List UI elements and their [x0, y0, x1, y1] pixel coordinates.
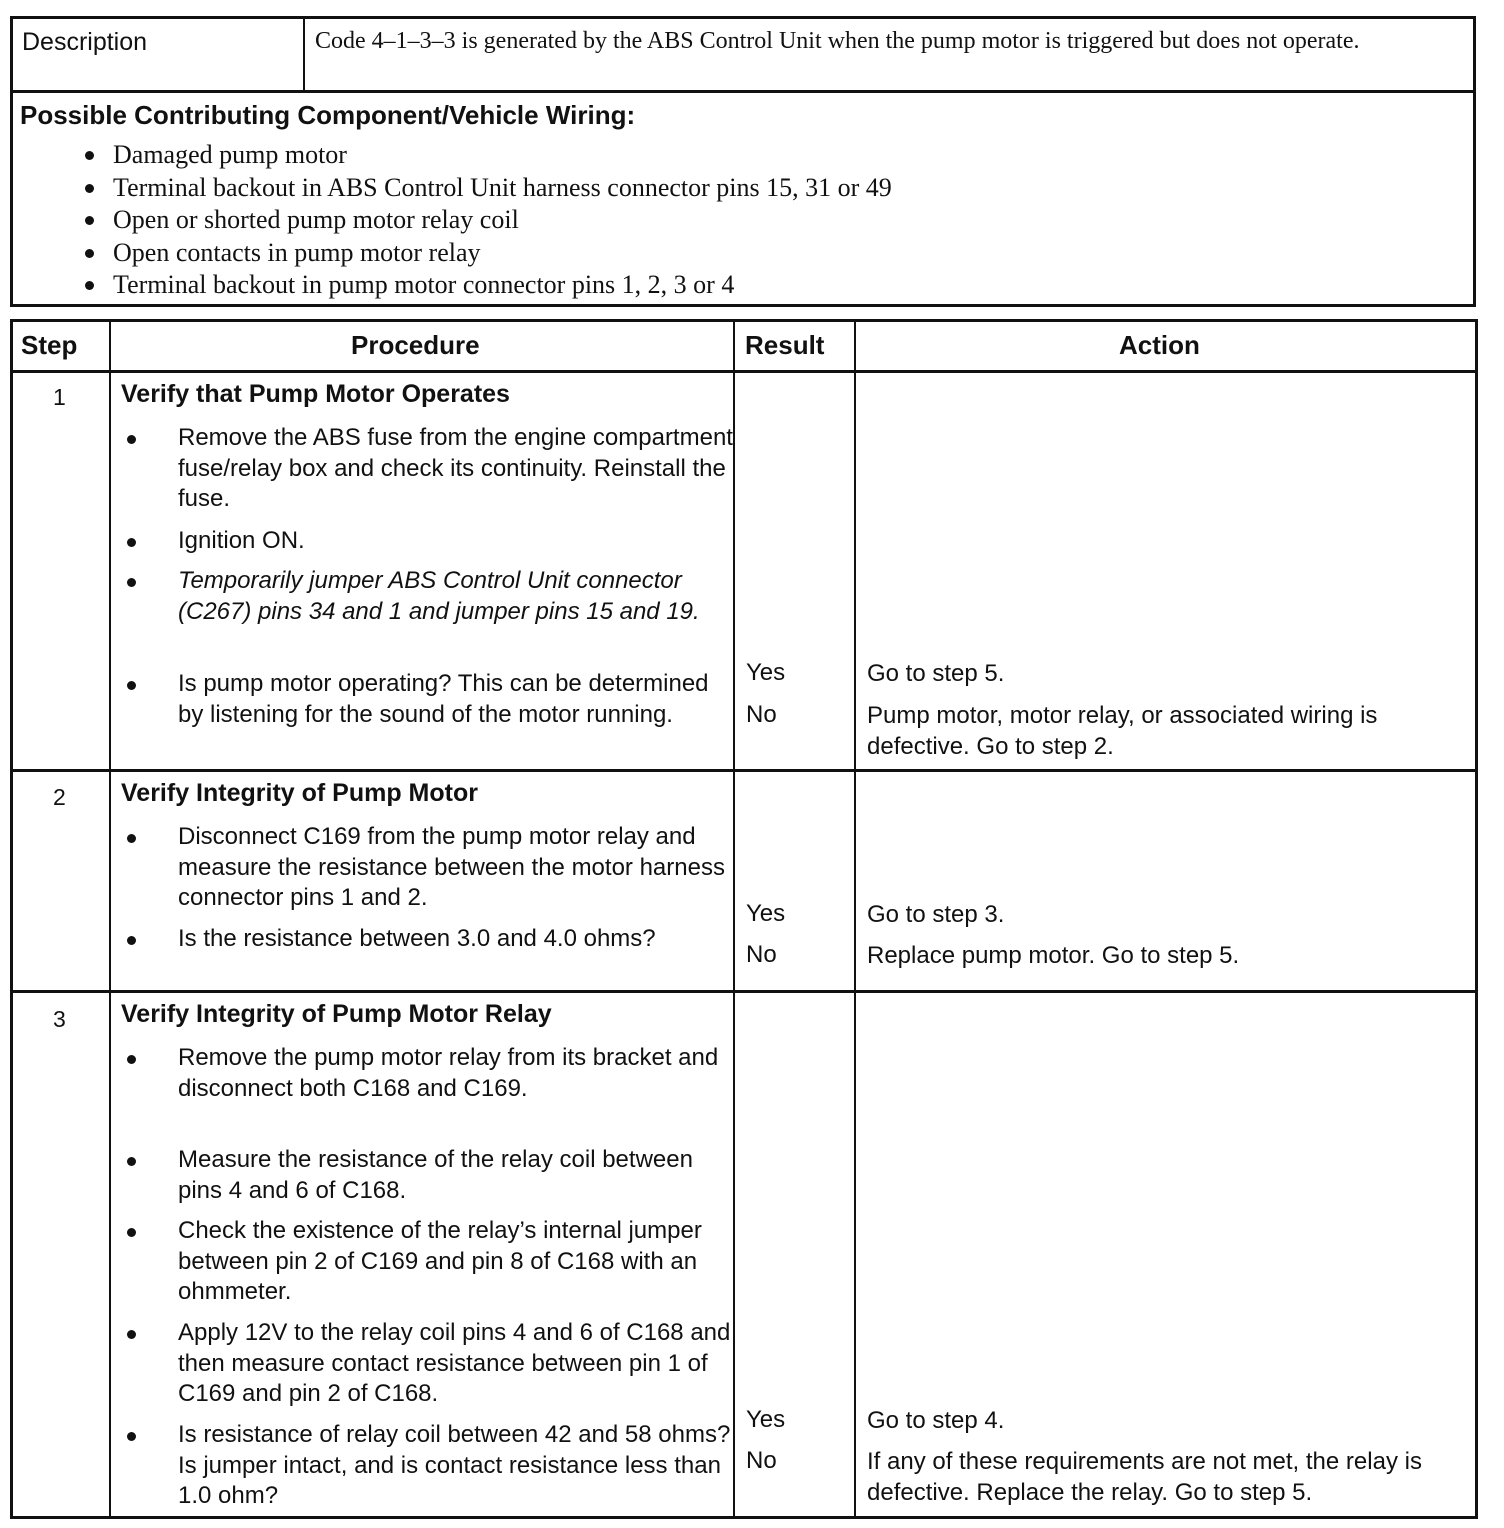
step-title: Verify that Pump Motor Operates [121, 380, 510, 408]
step-number: 2 [53, 784, 66, 810]
bullet-icon [127, 936, 136, 945]
description-label-cell [13, 19, 305, 93]
bullet-icon [127, 1228, 136, 1237]
list-item: Terminal backout in ABS Control Unit harness connector pins 15, 31 or 49 [13, 172, 892, 205]
procedure-item: Remove the pump motor relay from its bracket and disconnect both C168 and C169. [178, 1043, 738, 1104]
procedure-item: Temporarily jumper ABS Control Unit connector (C267) pins 34 and 1 and jumper pins 15 and 19. [178, 566, 738, 627]
list-item: Terminal backout in pump motor connector pins 1, 2, 3 or 4 [13, 269, 892, 302]
procedure-item: Measure the resistance of the relay coil between pins 4 and 6 of C168. [178, 1145, 738, 1206]
description-label: Description [22, 28, 148, 56]
header-procedure: Procedure [351, 330, 480, 360]
bullet-icon [127, 1432, 136, 1441]
bullet-icon [85, 151, 94, 160]
step-title: Verify Integrity of Pump Motor Relay [121, 1000, 552, 1028]
action-yes: Go to step 3. [867, 901, 1005, 928]
bullet-icon [85, 281, 94, 290]
header-step: Step [21, 330, 78, 360]
procedure-item: Is the resistance between 3.0 and 4.0 ohms? [178, 924, 738, 955]
bullet-icon [127, 834, 136, 843]
procedure-item: Is resistance of relay coil between 42 and 58 ohms? Is jumper intact, and is contact resistance less than 1.0 ohm? [178, 1420, 738, 1512]
column-divider [109, 322, 111, 1516]
result-no: No [746, 941, 777, 968]
description-text-cell [305, 19, 1473, 93]
bullet-icon [127, 578, 136, 587]
step-number: 1 [53, 384, 66, 410]
step-title: Verify Integrity of Pump Motor [121, 779, 478, 807]
procedure-item: Check the existence of the relay’s internal jumper between pin 2 of C169 and pin 8 of C168 with an ohmmeter. [178, 1216, 738, 1308]
bullet-icon [127, 538, 136, 547]
action-no: If any of these requirements are not met, the relay is defective. Replace the relay. Go to step 5. [867, 1448, 1422, 1506]
list-item: Open contacts in pump motor relay [13, 237, 892, 270]
contributing-list [13, 139, 892, 302]
bullet-icon [127, 1330, 136, 1339]
procedure-item: Ignition ON. [178, 526, 738, 557]
bullet-icon [127, 1055, 136, 1064]
action-yes: Go to step 4. [867, 1407, 1005, 1434]
result-no: No [746, 701, 777, 728]
procedure-item: Remove the ABS fuse from the engine compartment fuse/relay box and check its continuity. Reinstall the fuse. [178, 423, 738, 515]
header-result: Result [745, 330, 825, 360]
list-item: Open or shorted pump motor relay coil [13, 204, 892, 237]
result-yes: Yes [746, 659, 786, 686]
bullet-icon [85, 216, 94, 225]
procedure-item: Is pump motor operating? This can be determined by listening for the sound of the motor running. [178, 669, 738, 730]
row-divider [13, 769, 1475, 772]
list-item: Damaged pump motor [13, 139, 892, 172]
step-number: 3 [53, 1006, 66, 1032]
column-divider [854, 322, 856, 1516]
header-action: Action [1119, 330, 1200, 360]
procedure-item: Disconnect C169 from the pump motor relay and measure the resistance between the motor harness connector pins 1 and 2. [178, 822, 738, 914]
action-no: Replace pump motor. Go to step 5. [867, 942, 1240, 969]
header-divider [13, 370, 1475, 373]
result-yes: Yes [746, 900, 786, 927]
bullet-icon [85, 184, 94, 193]
contributing-heading: Possible Contributing Component/Vehicle Wiring: [20, 100, 636, 130]
bullet-icon [85, 249, 94, 258]
description-block [10, 16, 1476, 307]
bullet-icon [127, 681, 136, 690]
action-yes: Go to step 5. [867, 660, 1005, 687]
procedure-table [10, 319, 1478, 1519]
description-text: Code 4–1–3–3 is generated by the ABS Control Unit when the pump motor is triggered but does not operate. [315, 28, 1360, 54]
bullet-icon [127, 435, 136, 444]
result-yes: Yes [746, 1406, 786, 1433]
procedure-item: Apply 12V to the relay coil pins 4 and 6 of C168 and then measure contact resistance between pin 1 of C169 and pin 2 of C168. [178, 1318, 738, 1410]
result-no: No [746, 1447, 777, 1474]
action-no: Pump motor, motor relay, or associated wiring is defective. Go to step 2. [867, 702, 1378, 760]
bullet-icon [127, 1157, 136, 1166]
row-divider [13, 990, 1475, 993]
